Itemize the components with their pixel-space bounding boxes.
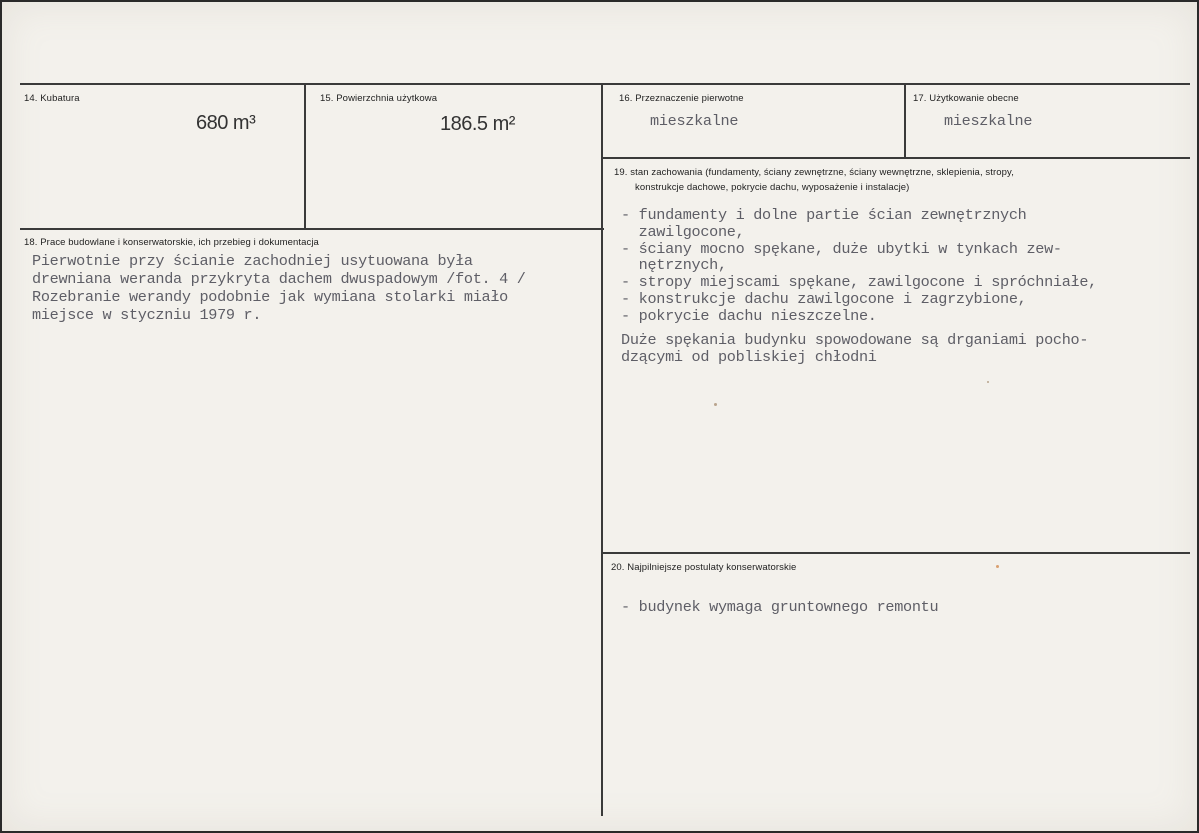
stan-line-3: - ściany mocno spękane, duże ubytki w tynkach zew- bbox=[621, 240, 1062, 258]
postulaty-line-1: - budynek wymaga gruntownego remontu bbox=[621, 598, 939, 616]
uzytkowanie-label: 17. Użytkowanie obecne bbox=[913, 93, 1019, 104]
kubatura-label: 14. Kubatura bbox=[24, 93, 80, 104]
postulaty-label: 20. Najpilniejsze postulaty konserwatorskie bbox=[611, 562, 797, 573]
kubatura-value: 680 m³ bbox=[196, 112, 256, 134]
paper-speck bbox=[996, 565, 999, 568]
top-rule bbox=[20, 83, 1190, 85]
przeznaczenie-label: 16. Przeznaczenie pierwotne bbox=[619, 93, 744, 104]
stan-label-line-2: konstrukcje dachowe, pokrycie dachu, wyposażenie i instalacje) bbox=[635, 182, 910, 193]
paper-speck bbox=[987, 381, 989, 383]
stan-line-9: dzącymi od pobliskiej chłodni bbox=[621, 348, 877, 366]
paper-speck bbox=[714, 403, 717, 406]
powierzchnia-label: 15. Powierzchnia użytkowa bbox=[320, 93, 438, 104]
stan-label-line-1: 19. stan zachowania (fundamenty, ściany zewnętrzne, ściany wewnętrzne, sklepienia, stropy, bbox=[614, 167, 1014, 178]
rule-under-16-17 bbox=[602, 157, 1190, 159]
rule-under-14-15 bbox=[20, 228, 604, 230]
center-divider bbox=[601, 83, 603, 816]
rule-above-20 bbox=[602, 552, 1190, 554]
stan-line-8: Duże spękania budynku spowodowane są drganiami pocho- bbox=[621, 331, 1089, 349]
powierzchnia-value: 186.5 m² bbox=[440, 113, 515, 135]
stan-line-2: zawilgocone, bbox=[621, 223, 745, 241]
prace-label: 18. Prace budowlane i konserwatorskie, ich przebieg i dokumentacja bbox=[24, 237, 319, 248]
stan-line-1: - fundamenty i dolne partie ścian zewnętrznych bbox=[621, 206, 1027, 224]
prace-line-1: Pierwotnie przy ścianie zachodniej usytuowana była bbox=[32, 252, 473, 270]
stan-line-7: - pokrycie dachu nieszczelne. bbox=[621, 307, 877, 325]
divider-16-17 bbox=[904, 83, 906, 159]
prace-line-3: Rozebranie werandy podobnie jak wymiana stolarki miało bbox=[32, 288, 508, 306]
przeznaczenie-value: mieszkalne bbox=[650, 112, 739, 130]
stan-line-6: - konstrukcje dachu zawilgocone i zagrzybione, bbox=[621, 290, 1027, 308]
stan-line-5: - stropy miejscami spękane, zawilgocone i spróchniałe, bbox=[621, 273, 1097, 291]
stan-line-4: nętrznych, bbox=[621, 256, 727, 274]
prace-line-4: miejsce w styczniu 1979 r. bbox=[32, 306, 262, 324]
divider-14-15 bbox=[304, 83, 306, 230]
uzytkowanie-value: mieszkalne bbox=[944, 112, 1033, 130]
inventory-card bbox=[2, 2, 1197, 831]
prace-line-2: drewniana weranda przykryta dachem dwuspadowym /fot. 4 / bbox=[32, 270, 526, 288]
